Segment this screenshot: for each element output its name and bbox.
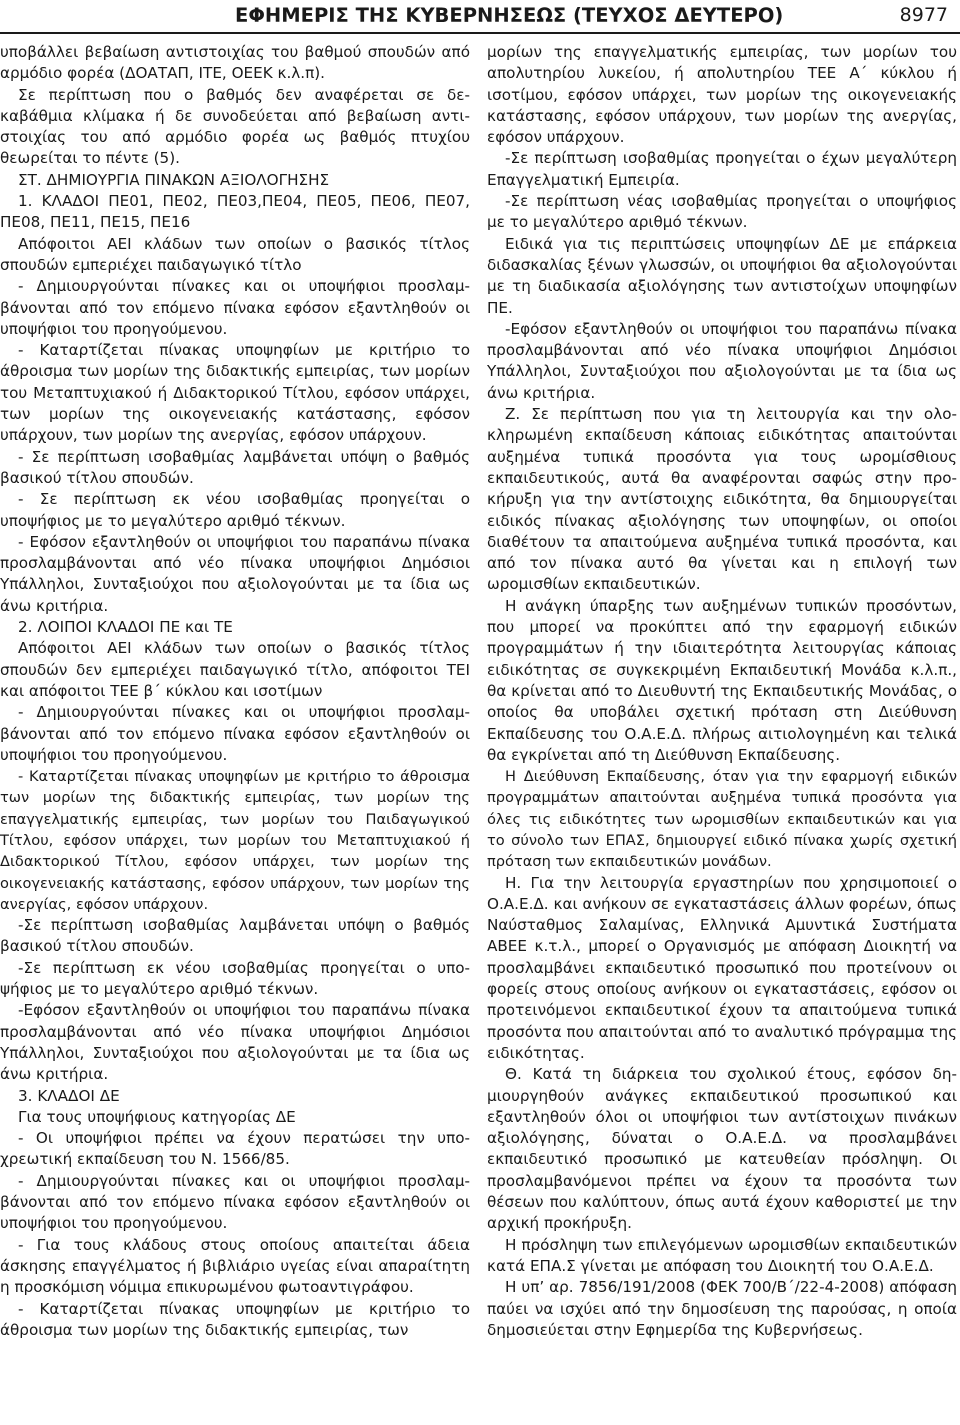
- paragraph: - Δημιουργούνται πίνακες και οι υποψήφιοι προσλαμβάνονται από τον επόμενο πίνακα εφόσον εξαντληθούν οι υποψήφιοι του προηγούμενου.: [0, 277, 470, 338]
- paragraph: -Εφόσον εξαντληθούν οι υποψήφιοι του παραπάνω πίνακα προσλαμβάνονται από νέο πίνακα υποψήφιοι Δημόσιοι Υπάλληλοι, Συνταξιούχοι που αξιολογούνται με τα ίδια ως άνω κριτήρια.: [0, 1001, 470, 1084]
- paragraph: - Για τους κλάδους στους οποίους απαιτείται άδεια άσκησης επαγγέλματος ή βιβλιάριο υγείας είναι απαραίτητη η προσκόμιση νόμιμα επικυρωμένου φωτοαντιγράφου.: [0, 1235, 470, 1297]
- paragraph: Η πρόσληψη των επιλεγόμενων ωρομισθίων εκπαιδευτικών κατά ΕΠΑ.Σ γίνεται με απόφαση του Διοικητή του Ο.Α.Ε.Δ.: [487, 1235, 957, 1275]
- paragraph: - Καταρτίζεται πίνακας υποψηφίων με κριτήριο το άθροισμα των μορίων της διδακτικής εμπειρίας, των μορίων της επαγγελματικής εμπειρίας, των μορίων του Παιδαγωγικού Τίτλου, εφόσον υπάρχει, των μορίων του Μεταπτυχιακού ή Διδακτορικού Τίτλου, εφόσον υπάρχει, των μορίων της οικογενειακής κατάστασης, εφόσον υπάρχουν, των μορίων της ανεργίας, εφόσον υπάρχουν.: [0, 768, 470, 913]
- paragraph: -Σε περίπτωση νέας ισοβαθμίας προηγείται ο υποψήφιος με το μεγαλύτερο αριθμό τέκνων.: [487, 192, 957, 232]
- paragraph: -Σε περίπτωση ισοβαθμίας προηγείται ο έχων μεγαλύτερη Επαγγελματική Εμπειρία.: [487, 149, 957, 189]
- paragraph: υποβάλλει βεβαίωση αντιστοιχίας του βαθμού σπουδών από αρμόδιο φορέα (ΔΟΑΤΑΠ, ΙΤΕ, ΟΕΕΚ κ.λ.π).: [0, 43, 470, 83]
- gazette-title: ΕΦΗΜΕΡΙΣ ΤΗΣ ΚΥΒΕΡΝΗΣΕΩΣ (ΤΕΥΧΟΣ ΔΕΥΤΕΡΟ): [235, 4, 784, 27]
- page-header: [0, 0, 960, 30]
- paragraph: Απόφοιτοι ΑΕΙ κλάδων των οποίων ο βασικός τίτλος σπουδών δεν εμπεριέχει παιδαγωγικό τίτλο, απόφοιτοι ΤΕΙ και απόφοιτοι ΤΕΕ β΄ κύκλου και ισοτίμων: [0, 639, 470, 700]
- subsection-heading: 1. ΚΛΑΔΟΙ ΠΕ01, ΠΕ02, ΠΕ03,ΠΕ04, ΠΕ05, ΠΕ06, ΠΕ07, ΠΕ08, ΠΕ11, ΠΕ15, ΠΕ16: [0, 192, 470, 232]
- paragraph: Η Διεύθυνση Εκπαίδευσης, όταν για την εφαρμογή ειδικών προγραμμάτων απαιτούνται αυξημένα τυπικά προσόντα για όλες τις ειδικότητες των ωρομισθίων εκπαιδευτικών και για το σύνολο των ΕΠΑΣ, δημιουργεί ειδικό πίνακα χωρίς σχετική πρόταση των εκπαιδευτικών μονάδων.: [487, 768, 957, 871]
- paragraph: Η υπ’ αρ. 7856/191/2008 (ΦΕΚ 700/Β΄/22-4-2008) απόφαση παύει να ισχύει από την δημοσίευση της παρούσας, η οποία δημοσιεύεται στην Εφημερίδα της Κυβερνήσεως.: [487, 1278, 957, 1339]
- paragraph: -Σε περίπτωση ισοβαθμίας λαμβάνεται υπόψη ο βαθμός βασικού τίτλου σπουδών.: [0, 916, 470, 956]
- paragraph: Απόφοιτοι ΑΕΙ κλάδων των οποίων ο βασικός τίτλος σπουδών εμπεριέχει παιδαγωγικό τίτλο: [0, 234, 470, 274]
- paragraph: - Σε περίπτωση εκ νέου ισοβαθμίας προηγείται ο υποψήφιος με το μεγαλύτερο αριθμό τέκνων.: [0, 490, 470, 530]
- paragraph: μορίων της επαγγελματικής εμπειρίας, των μορίων του απολυτηρίου λυκείου, ή απολυτηρίου ΤΕΕ Α΄ κύκλου ή ισοτίμου, εφόσον υπάρχει, των μορίων της οικογενειακής κατάστασης, εφόσον υπάρχουν, των μορίων της ανεργίας, εφόσον υπάρχουν.: [487, 43, 957, 147]
- paragraph: Η ανάγκη ύπαρξης των αυξημένων τυπικών προσόντων, που μπορεί να προκύπτει από την εφαρμογή ειδικών προγραμμάτων ή την ιδιαιτερότητα λειτουργίας κάποιας ειδικότητας σε συγκεκριμένη Εκπαιδευτική Μονάδα κ.λ.π., θα κρίνεται από το Διευθυντή της Εκπαιδευτικής Μονάδας, ο οποίος θα υποβάλει σχετική πρόταση στη Διεύθυνση Εκπαίδευσης του Ο.Α.Ε.Δ. πλήρως αιτιολογημένη και τελικά θα εγκρίνεται από τη Διεύθυνση Εκπαίδευσης.: [487, 596, 957, 764]
- right-column: [487, 42, 957, 1341]
- paragraph: - Σε περίπτωση ισοβαθμίας λαμβάνεται υπόψη ο βαθμός βασικού τίτλου σπουδών.: [0, 447, 470, 487]
- left-column: [0, 42, 470, 1341]
- paragraph: - Καταρτίζεται πίνακας υποψηφίων με κριτήριο το άθροισμα των μορίων της διδακτικής εμπειρίας, των: [0, 1299, 470, 1339]
- paragraph: - Δημιουργούνται πίνακες και οι υποψήφιοι προσλαμβάνονται από τον επόμενο πίνακα εφόσον εξαντληθούν οι υποψήφιοι του προηγούμενου.: [0, 703, 470, 764]
- paragraph: - Δημιουργούνται πίνακες και οι υποψήφιοι προσλαμβάνονται από τον επόμενο πίνακα εφόσον εξαντληθούν οι υποψήφιοι του προηγούμενου.: [0, 1171, 470, 1233]
- subsection-heading: 3. ΚΛΑΔΟΙ ΔΕ: [18, 1086, 120, 1105]
- page-number: 8977: [899, 4, 948, 26]
- paragraph: Σε περίπτωση που ο βαθμός δεν αναφέρεται σε δεκαβάθμια κλίμακα ή δε συνοδεύεται από βεβαίωση αντιστοιχίας του από αρμόδιο φορέα ως βαθμός πτυχίου θεωρείται το πέντε (5).: [0, 85, 470, 168]
- paragraph: - Εφόσον εξαντληθούν οι υποψήφιοι του παραπάνω πίνακα προσλαμβάνονται από νέο πίνακα υποψήφιοι Δημόσιοι Υπάλληλοι, Συνταξιούχοι που αξιολογούνται με τα ίδια ως άνω κριτήρια.: [0, 532, 470, 615]
- subsection-heading: 2. ΛΟΙΠΟΙ ΚΛΑΔΟΙ ΠΕ και ΤΕ: [18, 618, 233, 637]
- paragraph: Θ. Κατά τη διάρκεια του σχολικού έτους, εφόσον δημιουργηθούν ανάγκες εκπαιδευτικού προσωπικού και εξαντληθούν όλοι οι υποψήφιοι των αντίστοιχων πινάκων αξιολόγησης, δύναται ο Ο.Α.Ε.Δ. να προσλαμβάνει εκπαιδευτικό προσωπικό με κατευθείαν πρόσληψη. Οι προσλαμβανόμενοι πρέπει να έχουν τα προσόντα των θέσεων που καλύπτουν, όπως αυτά έχουν καθοριστεί με την αρχική προκήρυξη.: [487, 1065, 957, 1233]
- paragraph: Για τους υποψήφιους κατηγορίας ΔΕ: [18, 1107, 296, 1126]
- paragraph: - Καταρτίζεται πίνακας υποψηφίων με κριτήριο το άθροισμα των μορίων της διδακτικής εμπειρίας, των μορίων του Μεταπτυχιακού ή Διδακτορικού Τίτλου, εφόσον υπάρχει, των μορίων της οικογενειακής κατάστασης, εφόσον υπάρχουν, των μορίων της ανεργίας, εφόσον υπάρχουν.: [0, 341, 470, 445]
- paragraph: Η. Για την λειτουργία εργαστηρίων που χρησιμοποιεί ο Ο.Α.Ε.Δ. και ανήκουν σε εγκαταστάσεις άλλων φορέων, όπως Ναύσταθμος Σαλαμίνας, Ελληνικά Αμυντικά Συστήματα ΑΒΕΕ κ.τ.λ., μπορεί ο Οργανισμός με απόφαση Διοικητή να προσλαμβάνει εκπαιδευτικό προσωπικό που προτείνουν οι φορείς στους οποίους ανήκουν οι εγκαταστάσεις, εφόσον οι προτεινόμενοι εκπαιδευτικοί έχουν τα απαιτούμενα τυπικά προσόντα που απαιτούνται από το αναλυτικό πρόγραμμα της ειδικότητας.: [487, 873, 957, 1062]
- header-rule: [0, 32, 960, 34]
- section-heading: ΣΤ. ΔΗΜΙΟΥΡΓΙΑ ΠΙΝΑΚΩΝ ΑΞΙΟΛΟΓΗΣΗΣ: [18, 170, 330, 189]
- paragraph: -Εφόσον εξαντληθούν οι υποψήφιοι του παραπάνω πίνακα προσλαμβάνονται από νέο πίνακα υποψήφιοι Δημόσιοι Υπάλληλοι, Συνταξιούχοι που αξιολογούνται με τα ίδια ως άνω κριτήρια.: [487, 319, 957, 402]
- paragraph: - Οι υποψήφιοι πρέπει να έχουν περατώσει την υποχρεωτική εκπαίδευση του Ν. 1566/85.: [0, 1129, 470, 1169]
- paragraph: Ειδικά για τις περιπτώσεις υποψηφίων ΔΕ με επάρκεια διδασκαλίας ξένων γλωσσών, οι υποψήφιοι θα αξιολογούνται με τη διαδικασία αξιολόγησης των αντιστοίχων υποψηφίων ΠΕ.: [487, 234, 957, 317]
- paragraph: -Σε περίπτωση εκ νέου ισοβαθμίας προηγείται ο υποψήφιος με το μεγαλύτερο αριθμό τέκνων.: [0, 958, 470, 999]
- paragraph: Ζ. Σε περίπτωση που για τη λειτουργία και την ολοκληρωμένη εκπαίδευση κάποιας ειδικότητας απαιτούνται αυξημένα τυπικά προσόντα για τους ωρομίσθιους εκπαιδευτικούς, αυτά θα αναφέρονται σαφώς στην προκήρυξη για την αντίστοιχης ειδικότητα, θα δημιουργείται ειδικός πίνακας αξιολόγησης των υποψηφίων, οι οποίοι διαθέτουν τα απαιτούμενα αυξημένα τυπικά προσόντα, και από τον πίνακα αυτό θα γίνεται και η επιλογή των ωρομισθίων εκπαιδευτικών.: [487, 405, 957, 594]
